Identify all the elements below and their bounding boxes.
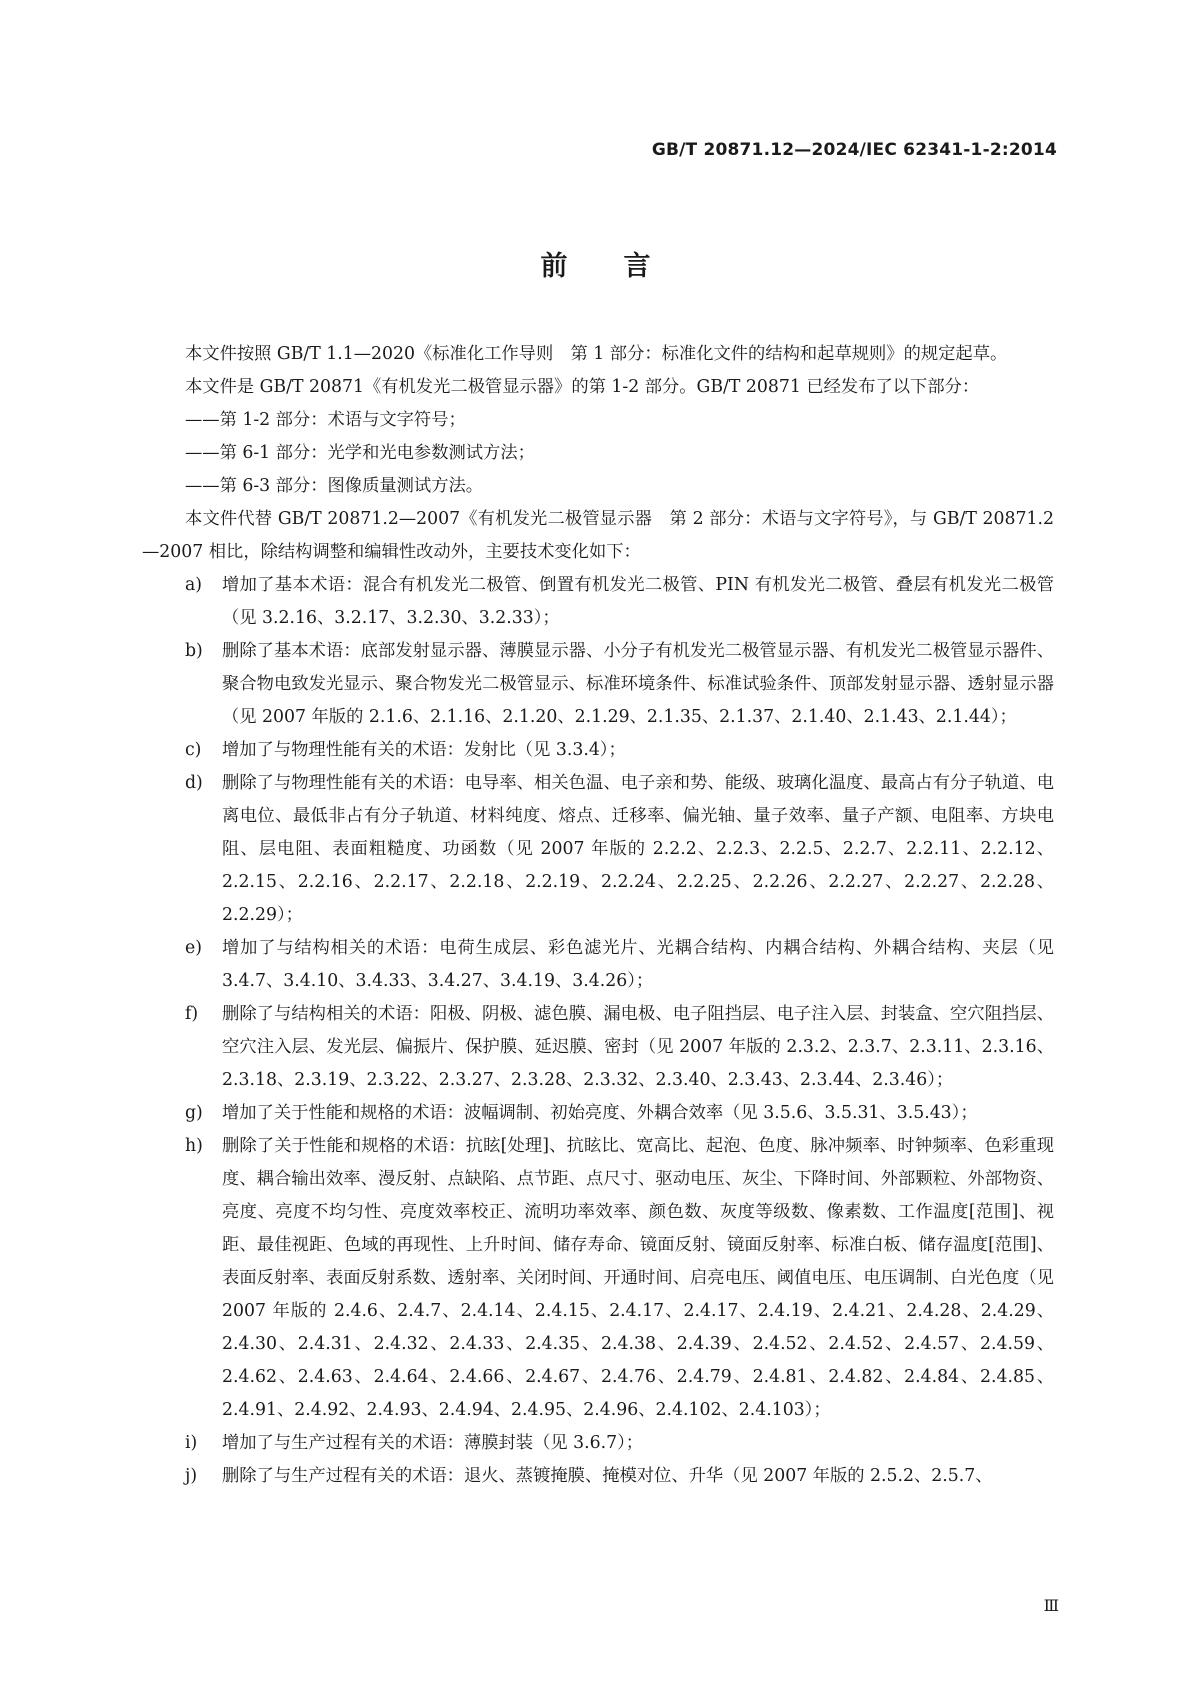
change-text: 删除了与生产过程有关的术语：退火、蒸镀掩膜、掩模对位、升华（见 2007 年版的 2.5.2、2.5.7、 xyxy=(222,1466,993,1486)
document-body xyxy=(142,338,1054,1493)
change-item xyxy=(142,767,1054,932)
page-title: 前言 xyxy=(540,251,707,282)
change-marker: h) xyxy=(185,1136,203,1156)
change-marker: j) xyxy=(185,1466,198,1486)
change-marker: e) xyxy=(185,938,202,958)
page-number: Ⅲ xyxy=(1043,1596,1059,1615)
change-item xyxy=(142,998,1054,1097)
change-text: 删除了关于性能和规格的术语：抗眩[处理]、抗眩比、宽高比、起泡、色度、脉冲频率、时钟频率、色彩重现度、耦合输出效率、漫反射、点缺陷、点节距、点尺寸、驱动电压、灰尘、下降时间、外部颗粒、外部物资、亮度、亮度不均匀性、亮度效率校正、流明功率效率、颜色数、灰度等级数、像素数、工作温度[范围]、视距、最佳视距、色域的再现性、上升时间、储存寿命、镜面反射、镜面反射率、标准白板、储存温度[范围]、表面反射率、表面反射系数、透射率、关闭时间、开通时间、启亮电压、阈值电压、电压调制、白光色度（见 2007 年版的 2.4.6、2.4.7、2.4.14、2.4.15、2.4.17、2.4.17、2.4.19、2.4.21、2.4.28、2.4.29、2.4.30、2.4.31、2.4.32、2.4.33、2.4.35、2.4.38、2.4.39、2.4.52、2.4.52、2.4.57、2.4.59、2.4.62、2.4.63、2.4.64、2.4.66、2.4.67、2.4.76、2.4.79、2.4.81、2.4.82、2.4.84、2.4.85、2.4.91、2.4.92、2.4.93、2.4.94、2.4.95、2.4.96、2.4.102、2.4.103）； xyxy=(222,1136,1054,1420)
change-marker: c) xyxy=(185,740,202,760)
change-item xyxy=(142,1460,1054,1493)
change-marker: i) xyxy=(185,1433,198,1453)
change-marker: g) xyxy=(185,1103,203,1123)
change-item xyxy=(142,1097,1054,1130)
change-text: 删除了基本术语：底部发射显示器、薄膜显示器、小分子有机发光二极管显示器、有机发光二极管显示器件、聚合物电致发光显示、聚合物发光二极管显示、标准环境条件、标准试验条件、顶部发射显示器、透射显示器（见 2007 年版的 2.1.6、2.1.16、2.1.20、2.1.29、2.1.35、2.1.37、2.1.40、2.1.43、2.1.44）； xyxy=(222,641,1054,727)
change-item xyxy=(142,734,1054,767)
intro-paragraph: 本文件按照 GB/T 1.1—2020《标准化工作导则 第 1 部分：标准化文件的结构和起草规则》的规定起草。 xyxy=(185,344,1008,364)
change-text: 增加了基本术语：混合有机发光二极管、倒置有机发光二极管、PIN 有机发光二极管、叠层有机发光二极管（见 3.2.16、3.2.17、3.2.30、3.2.33）； xyxy=(222,575,1054,628)
replace-paragraph: 本文件代替 GB/T 20871.2—2007《有机发光二极管显示器 第 2 部分：术语与文字符号》，与 GB/T 20871.2—2007 相比，除结构调整和编辑性改动外，主要技术变化如下： xyxy=(142,509,1054,562)
change-marker: b) xyxy=(185,641,203,661)
change-marker: f) xyxy=(185,1004,199,1024)
part-list-item: ——第 6-3 部分：图像质量测试方法。 xyxy=(185,476,484,496)
change-item xyxy=(142,635,1054,734)
change-text: 增加了与生产过程有关的术语：薄膜封装（见 3.6.7）； xyxy=(222,1433,644,1453)
change-text: 增加了与物理性能有关的术语：发射比（见 3.3.4）； xyxy=(222,740,626,760)
part-list-item: ——第 1-2 部分：术语与文字符号； xyxy=(185,410,466,430)
change-text: 增加了与结构相关的术语：电荷生成层、彩色滤光片、光耦合结构、内耦合结构、外耦合结构、夹层（见 3.4.7、3.4.10、3.4.33、3.4.27、3.4.19、3.4.26）； xyxy=(222,938,1054,991)
part-list-item: ——第 6-1 部分：光学和光电参数测试方法； xyxy=(185,443,535,463)
change-text: 删除了与结构相关的术语：阳极、阴极、滤色膜、漏电极、电子阻挡层、电子注入层、封装盒、空穴阻挡层、空穴注入层、发光层、偏振片、保护膜、延迟膜、密封（见 2007 年版的 2.3.2、2.3.7、2.3.11、2.3.16、2.3.18、2.3.19、2.3.22、2.3.27、2.3.28、2.3.32、2.3.40、2.3.43、2.3.44、2.3.46）； xyxy=(222,1004,1054,1090)
change-marker: a) xyxy=(185,575,203,595)
change-text: 增加了关于性能和规格的术语：波幅调制、初始亮度、外耦合效率（见 3.5.6、3.5.31、3.5.43）； xyxy=(222,1103,978,1123)
change-item xyxy=(142,569,1054,635)
change-item xyxy=(142,932,1054,998)
intro-paragraph: 本文件是 GB/T 20871《有机发光二极管显示器》的第 1-2 部分。GB/T 20871 已经发布了以下部分： xyxy=(185,377,980,397)
standard-number: GB/T 20871.12—2024/IEC 62341-1-2:2014 xyxy=(651,140,1057,160)
change-marker: d) xyxy=(185,773,203,793)
change-text: 删除了与物理性能有关的术语：电导率、相关色温、电子亲和势、能级、玻璃化温度、最高占有分子轨道、电离电位、最低非占有分子轨道、材料纯度、熔点、迁移率、偏光轴、量子效率、量子产额、电阻率、方块电阻、层电阻、表面粗糙度、功函数（见 2007 年版的 2.2.2、2.2.3、2.2.5、2.2.7、2.2.11、2.2.12、2.2.15、2.2.16、2.2.17、2.2.18、2.2.19、2.2.24、2.2.25、2.2.26、2.2.27、2.2.27、2.2.28、2.2.29）； xyxy=(222,773,1054,925)
change-item xyxy=(142,1130,1054,1427)
change-item xyxy=(142,1427,1054,1460)
